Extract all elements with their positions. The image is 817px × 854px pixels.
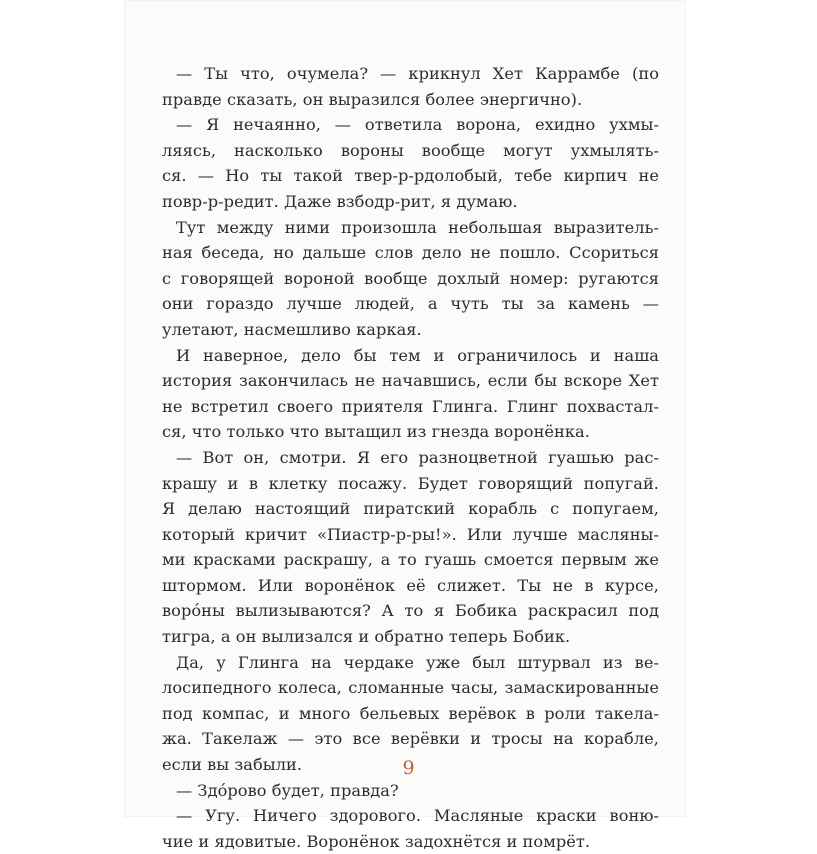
text-line: — Здо́рово будет, правда?	[176, 780, 399, 800]
text-line: чие и ядовитые. Воронёнок задохнётся и помрёт.	[162, 831, 591, 851]
text-line: под компас, и много бельевых верёвок в роли такела-	[162, 703, 659, 723]
text-line: ляясь, насколько вороны вообще могут ухмылять-	[162, 140, 659, 160]
text-line: который кричит «Пиастр-р-ры!». Или лучше масляны-	[162, 524, 659, 544]
text-line: — Вот он, смотри. Я его разноцветной гуашью рас-	[176, 447, 659, 467]
text-line: ная беседа, но дальше слов дело не пошло. Ссориться	[162, 243, 659, 263]
page-number: 9	[402, 757, 415, 779]
text-line: И наверное, дело бы тем и ограничилось и наша	[176, 345, 659, 365]
text-line: Я делаю настоящий пиратский корабль с попугаем,	[162, 499, 659, 519]
text-line: — Ты что, очумела? — крикнул Хет Каррамбе (по	[176, 64, 659, 83]
text-line: лосипедного колеса, сломанные часы, замаскированные	[162, 678, 659, 698]
text-line: ми красками раскрашу, а то гуашь смоется первым же	[162, 550, 659, 570]
text-line: жа. Такелаж — это все верёвки и тросы на корабле,	[162, 729, 659, 749]
body-text	[162, 61, 659, 854]
text-line: — Я нечаянно, — ответила ворона, ехидно ухмы-	[176, 115, 659, 135]
text-line: правде сказать, он выразился более энергично).	[162, 89, 583, 109]
text-line: повр-р-редит. Даже взбодр-рит, я думаю.	[162, 191, 518, 211]
text-line: они гораздо лучше людей, а чуть ты за камень —	[162, 294, 659, 314]
text-line: если вы забыли.	[162, 755, 303, 775]
text-line: штормом. Или воронёнок её слижет. Ты не в курсе,	[162, 575, 659, 595]
text-line: — Угу. Ничего здорового. Масляные краски воню-	[176, 806, 659, 826]
text-line: крашу и в клетку посажу. Будет говорящий попугай.	[162, 473, 659, 493]
text-line: с говорящей вороной вообще дохлый номер: ругаются	[162, 268, 659, 288]
text-line: не встретил своего приятеля Глинга. Глинг похвастал-	[162, 396, 659, 416]
text-line: ся. — Но ты такой твер-р-рдолобый, тебе кирпич не	[162, 166, 659, 186]
text-line: история закончилась не начавшись, если бы вскоре Хет	[162, 371, 659, 391]
text-line: улетают, насмешливо каркая.	[162, 319, 422, 339]
text-line: Тут между ними произошла небольшая выразитель-	[176, 217, 659, 237]
text-line: Да, у Глинга на чердаке уже был штурвал из ве-	[176, 652, 659, 672]
text-line: тигра, а он вылизался и обратно теперь Бобик.	[162, 627, 571, 647]
text-line: ся, что только что вытащил из гнезда воронёнка.	[162, 422, 590, 442]
text-line: воро́ны вылизываются? А то я Бобика раскрасил под	[162, 601, 659, 621]
